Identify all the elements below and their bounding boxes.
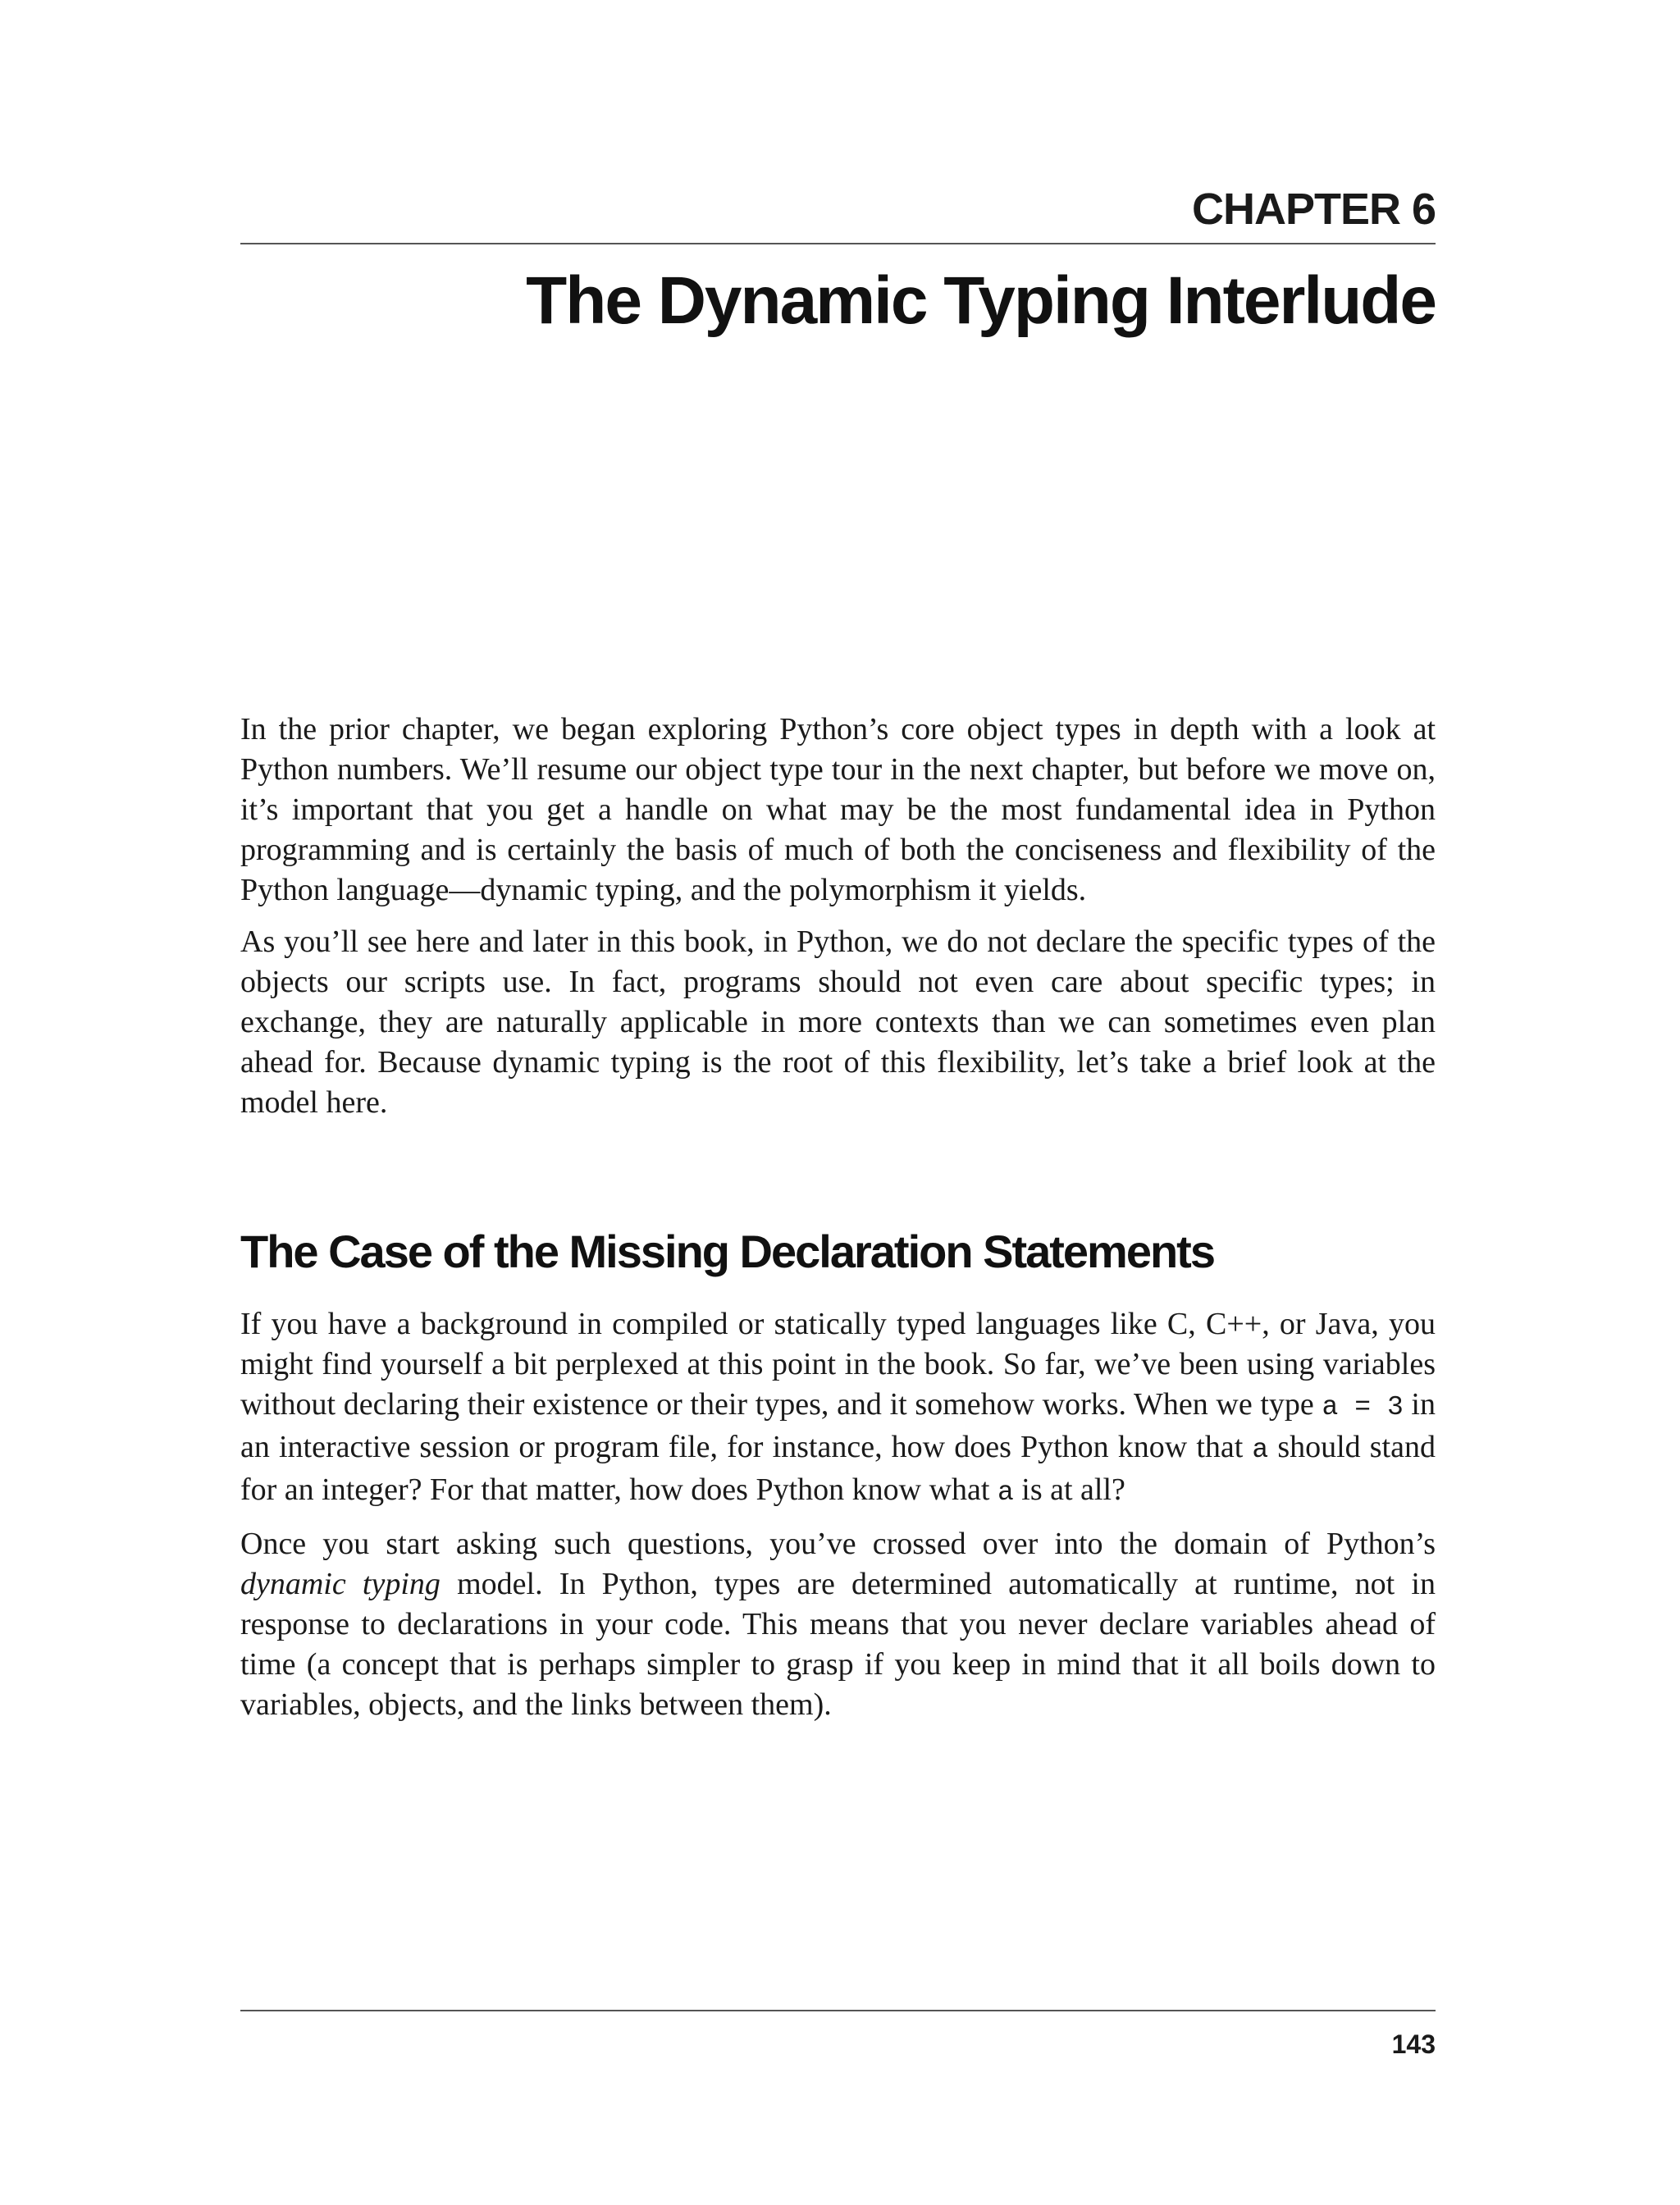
text-run: should stand for an integer? For that matter, how does Python know what (240, 1430, 1436, 1507)
text-run: is at all? (1013, 1472, 1125, 1507)
footer-rule (240, 2010, 1436, 2011)
text-run: in an interactive session or program file, for instance, how does Python know that (240, 1387, 1436, 1464)
intro-block (240, 710, 1436, 1123)
chapter-title: The Dynamic Typing Interlude (526, 263, 1436, 338)
inline-code: a (997, 1477, 1014, 1508)
section-block (240, 1226, 1436, 1277)
chapter-label: CHAPTER 6 (1191, 185, 1436, 234)
text-run: model. In Python, types are determined automatically at runtime, not in response to declarations in your code. This means that you never declare variables ahead of time (a concept that is perhaps simpler to grasp if you keep in mind that it all boils down to variables, objects, and the links between them). (240, 1567, 1436, 1722)
section-body (240, 1304, 1436, 1725)
section-heading: The Case of the Missing Declaration Statements (240, 1226, 1214, 1277)
inline-code: a = 3 (1322, 1392, 1404, 1422)
intro-paragraph-1: In the prior chapter, we began exploring Python’s core object types in depth with a look at Python numbers. We’ll resume our object type tour in the next chapter, but before we move on, it’s important that you get a handle on what may be the most fundamental idea in Python programming and is certainly the basis of much of both the conciseness and flexibility of the Python language—dynamic typing, and the polymorphism it yields. (240, 712, 1436, 907)
chapter-rule (240, 243, 1436, 244)
section-paragraph-1 (240, 1304, 1436, 1513)
text-run: If you have a background in compiled or statically typed languages like C, C++, or Java, you might find yourself a bit perplexed at this point in the book. So far, we’ve been using variables without declaring their existence or their types, and it somehow works. When we type (240, 1307, 1436, 1422)
inline-code: a (1252, 1435, 1269, 1465)
text-run: Once you start asking such questions, you’ve crossed over into the domain of Python’s (240, 1527, 1436, 1561)
page-number: 143 (1391, 2029, 1436, 2059)
section-paragraph-2 (240, 1524, 1436, 1725)
emphasis-term: dynamic typing (240, 1567, 441, 1601)
intro-paragraph-2: As you’ll see here and later in this book, in Python, we do not declare the specific types of the objects our scripts use. In fact, programs should not even care about specific types; in exchange, they are naturally applicable in more contexts than we can sometimes even plan ahead for. Because dynamic typing is the root of this flexibility, let’s take a brief look at the model here. (240, 924, 1436, 1120)
